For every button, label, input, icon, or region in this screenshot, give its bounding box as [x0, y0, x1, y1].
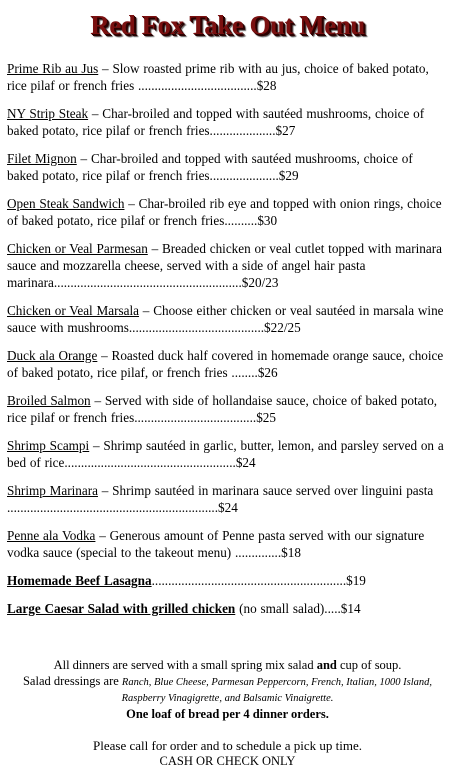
dressings-note	[0, 674, 455, 707]
item-price: $28	[256, 78, 277, 93]
item-name: Homemade Beef Lasagna	[7, 573, 152, 588]
menu-item	[7, 572, 447, 589]
menu-item	[7, 240, 447, 291]
call-note: Please call for order and to schedule a pick up time.	[93, 738, 362, 753]
menu-footer	[0, 658, 455, 769]
item-description: – Slow roasted prime rib with au jus, choice of baked potato, rice pilaf or french fries ....................................	[7, 61, 429, 93]
item-description: – Char-broiled and topped with sautéed mushrooms, choice of baked potato, rice pilaf or french fries.....................	[7, 151, 413, 183]
dinner-note-end: cup of soup.	[336, 658, 402, 672]
item-name: Shrimp Scampi	[7, 438, 90, 453]
item-price: $14	[340, 601, 361, 616]
item-description: – Shrimp sautéed in marinara sauce served over linguini pasta ................................................................	[7, 483, 434, 515]
item-name: Open Steak Sandwich	[7, 196, 125, 211]
item-price: $20/23	[241, 275, 279, 290]
item-name: Duck ala Orange	[7, 348, 98, 363]
item-description: ...........................................................	[151, 573, 347, 588]
item-description: – Char-broiled rib eye and topped with onion rings, choice of baked potato, rice pilaf or french fries..........	[7, 196, 442, 228]
item-description: – Char-broiled and topped with sautéed mushrooms, choice of baked potato, rice pilaf or french fries....................	[7, 106, 425, 138]
item-description: – Served with side of hollandaise sauce, choice of baked potato, rice pilaf or french fries.....................................	[7, 393, 438, 425]
menu-item	[7, 105, 447, 139]
item-price: $19	[346, 573, 366, 588]
item-name: Penne ala Vodka	[7, 528, 96, 543]
item-price: $18	[281, 545, 301, 560]
payment-note: CASH OR CHECK ONLY	[159, 753, 296, 768]
item-price: $25	[256, 410, 276, 425]
item-name: Filet Mignon	[7, 151, 77, 166]
item-price: $30	[257, 213, 278, 228]
menu-item	[7, 437, 447, 471]
menu-item	[7, 600, 447, 617]
item-description: (no small salad).....	[235, 601, 341, 616]
item-name: Shrimp Marinara	[7, 483, 98, 498]
menu-title: Red Fox Take Out Menu	[90, 10, 365, 40]
menu-item	[7, 527, 447, 561]
dinner-note-text: All dinners are served with a small spring mix salad	[53, 658, 317, 672]
item-price: $22/25	[264, 320, 301, 335]
item-price: $24	[235, 455, 256, 470]
bread-note: One loaf of bread per 4 dinner orders.	[126, 706, 329, 721]
item-description: – Generous amount of Penne pasta served with our signature vodka sauce (special to the takeout menu) ..............	[7, 528, 425, 560]
menu-item	[7, 60, 447, 94]
item-description: – Breaded chicken or veal cutlet topped with marinara sauce and mozzarella cheese, served with a side of angel hair pasta marinara.........................................................	[7, 241, 442, 290]
item-description: – Shrimp sautéed in garlic, butter, lemon, and parsley served on a bed of rice....................................................	[7, 438, 444, 470]
item-name: Prime Rib au Jus	[7, 61, 99, 76]
item-price: $29	[278, 168, 299, 183]
dinner-note-and: and	[316, 658, 337, 672]
menu-item	[7, 482, 447, 516]
menu-item	[7, 347, 447, 381]
item-name: Chicken or Veal Marsala	[7, 303, 139, 318]
menu-item	[7, 392, 447, 426]
item-description: – Choose either chicken or veal sautéed in marsala wine sauce with mushrooms.........................................	[7, 303, 444, 335]
item-name: Large Caesar Salad with grilled chicken	[7, 601, 236, 616]
item-name: Broiled Salmon	[7, 393, 91, 408]
item-name: Chicken or Veal Parmesan	[7, 241, 148, 256]
item-price: $26	[257, 365, 278, 380]
dinner-note	[0, 658, 455, 674]
dressings-list: Ranch, Blue Cheese, Parmesan Peppercorn, French, Italian, 1000 Island, Raspberry Vinagigrette, and Balsamic Vinaigrette.	[121, 676, 432, 704]
item-name: NY Strip Steak	[7, 106, 89, 121]
menu-item	[7, 195, 447, 229]
menu-item	[7, 302, 447, 336]
item-price: $27	[275, 123, 296, 138]
menu-item	[7, 150, 447, 184]
item-price: $24	[218, 500, 238, 515]
item-description: – Roasted duck half covered in homemade orange sauce, choice of baked potato, rice pilaf, or french fries ........	[7, 348, 444, 380]
menu-items	[7, 60, 447, 628]
dressings-lead: Salad dressings are	[22, 673, 122, 688]
